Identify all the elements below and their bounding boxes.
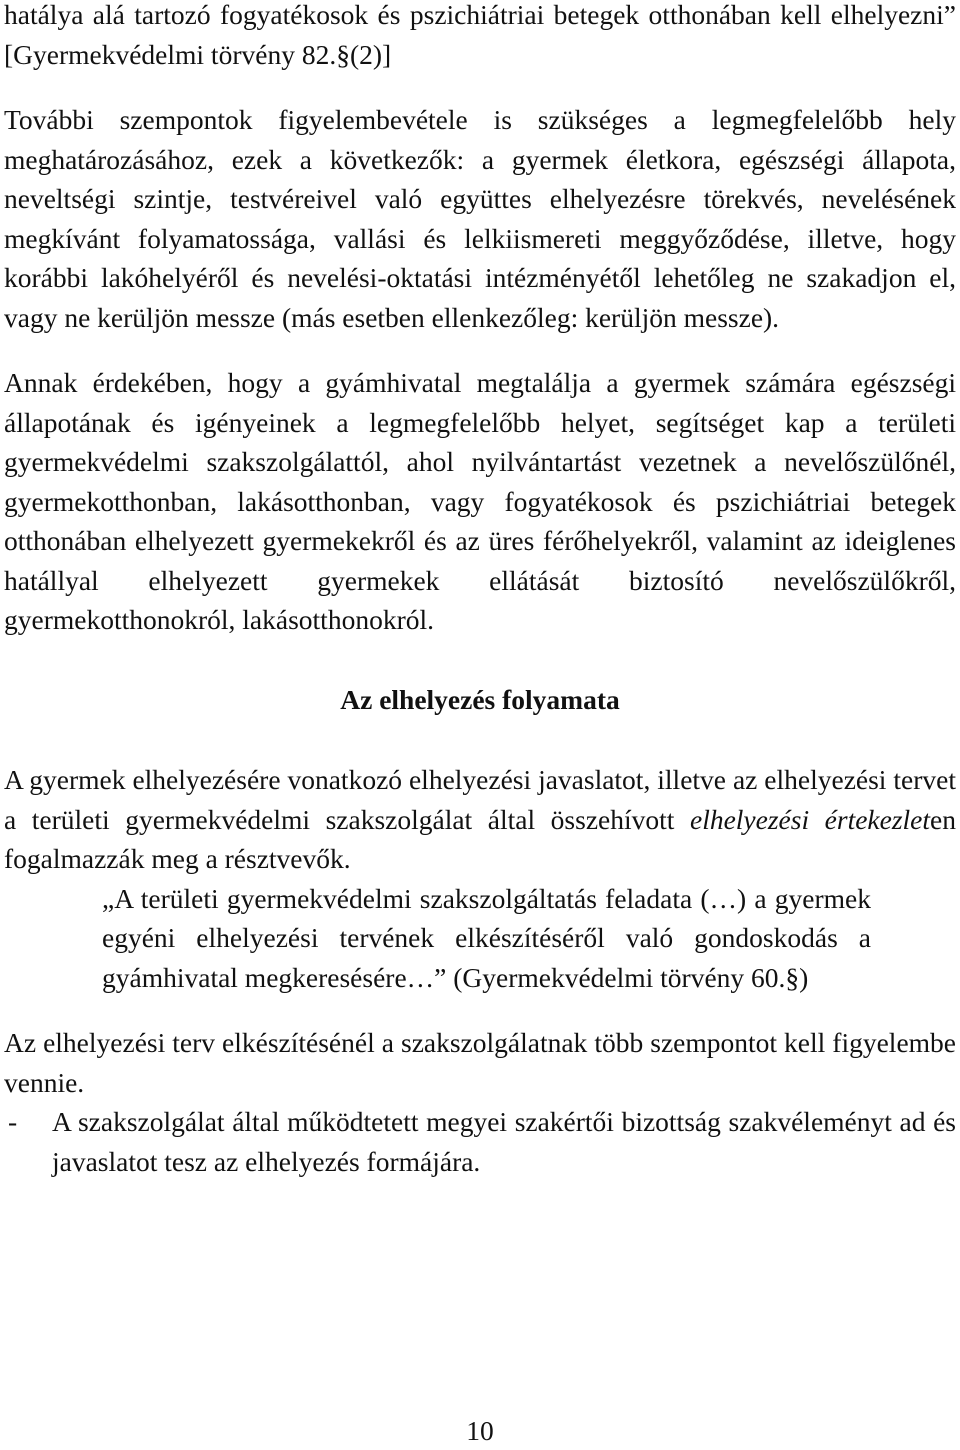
document-page bbox=[4, 0, 956, 1181]
list-dash: - bbox=[8, 1106, 18, 1137]
paragraph-text-after: en fogalmazzák meg a résztvevők. bbox=[4, 803, 956, 874]
paragraph-placement-criteria: További szempontok figyelembevétele is szükséges a legmegfelelőbb hely meghatározásához, ezek a következők: a gyermek életkora, egészségi állapota, neveltségi szintje, testvéreivel való együttes elhelyezésre törekvés, nevelésének megkívánt folyamatossága, vallási és lelkiismereti meggyőződése, illetve, hogy korábbi lakóhelyéről és nevelési-oktatási intézményétől lehetőleg ne szakadjon el, vagy ne kerüljön messze (más esetben ellenkezőleg: kerüljön messze). bbox=[4, 104, 956, 333]
paragraph-guardianship-office: Annak érdekében, hogy a gyámhivatal megtalálja a gyermek számára egészségi állapotának és igényeinek a legmegfelelőbb helyet, segítséget kap a területi gyermekvédelmi szakszolgálattól, ahol nyilvántartást vezetnek a nevelőszülőnél, gyermekotthonban, lakásotthonban, vagy fogyatékosok és pszichiátriai betegek otthonában elhelyezett gyermekekről és az üres férőhelyekről, valamint az ideiglenes hatállyal elhelyezett gyermekek ellátását biztosító nevelőszülőkről, gyermekotthonokról, lakásotthonokról. bbox=[4, 367, 956, 635]
list-item-text: A szakszolgálat által működtetett megyei szakértői bizottság szakvéleményt ad és javaslatot tesz az elhelyezés formájára. bbox=[52, 1106, 956, 1177]
paragraph-placement-plan: Az elhelyezési terv elkészítésénél a szakszolgálatnak több szempontot kell figyelembe vennie. bbox=[4, 1027, 956, 1098]
paragraph-continuation: hatálya alá tartozó fogyatékosok és pszichiátriai betegek otthonában kell elhelyezni” [Gyermekvédelmi törvény 82.§(2)] bbox=[4, 0, 956, 70]
block-quote: „A területi gyermekvédelmi szakszolgáltatás feladata (…) a gyermek egyéni elhelyezési tervének elkészítéséről való gondoskodás a gyámhivatal megkeresésére…” (Gyermekvédelmi törvény 60.§) bbox=[102, 882, 871, 993]
paragraph-placement-proposal bbox=[4, 760, 956, 879]
section-heading: Az elhelyezés folyamata bbox=[340, 683, 620, 715]
page-number: 10 bbox=[466, 1415, 494, 1446]
italic-term: elhelyezési értekezlet bbox=[689, 803, 931, 835]
paragraph-text-before: A gyermek elhelyezésére vonatkozó elhelyezési javaslatot, illetve az elhelyezési tervet a területi gyermekvédelmi szakszolgálat által összehívott bbox=[4, 764, 956, 835]
list-item bbox=[4, 1102, 956, 1181]
